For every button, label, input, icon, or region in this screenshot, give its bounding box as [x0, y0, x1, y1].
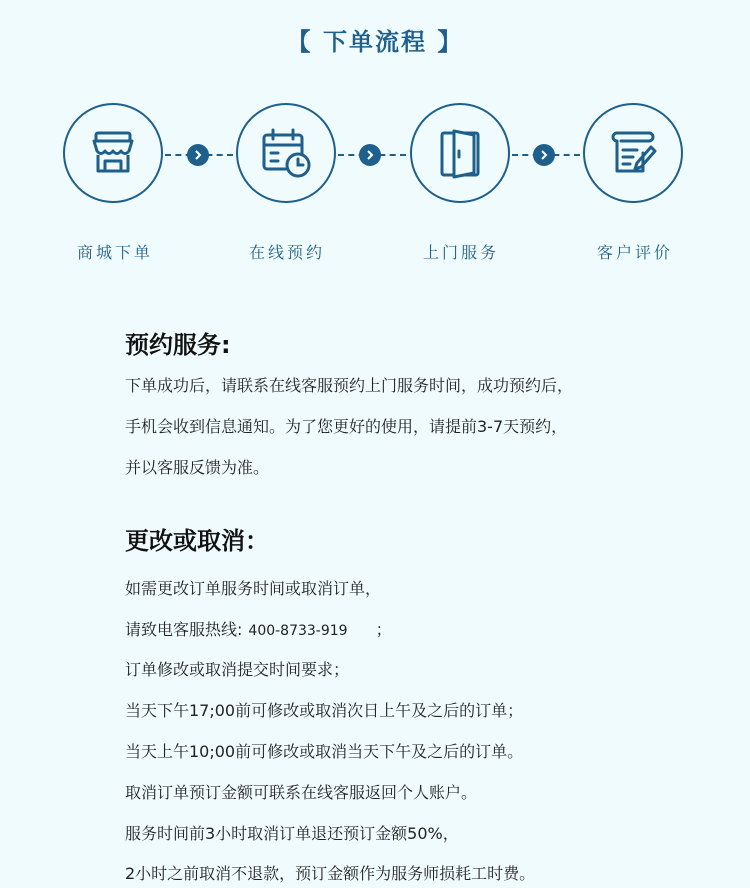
change-line-1: 如需更改订单服务时间或取消订单， [125, 579, 382, 598]
chevron-right-icon [533, 144, 555, 166]
step-booking [236, 103, 336, 203]
step-review [583, 103, 683, 203]
booking-line-2: 手机会收到信息通知。为了您更好的使用，请提前3-7天预约， [125, 417, 568, 436]
change-line-4: 当天下午17;00前可修改或取消次日上午及之后的订单； [125, 701, 524, 720]
change-line-3: 订单修改或取消提交时间要求； [125, 660, 350, 679]
shop-icon [83, 123, 143, 183]
hotline-number[interactable]: 400-8733-919 [248, 623, 348, 639]
change-line-6: 取消订单预订金额可联系在线客服返回个人账户。 [125, 783, 478, 802]
page-title: 【 下单流程 】 [286, 28, 464, 56]
step-label-review: 客户评价 [596, 243, 673, 262]
step-service [410, 103, 510, 203]
change-line-7: 服务时间前3小时取消订单退还预订金额50%， [125, 824, 459, 843]
hotline-line [125, 617, 392, 640]
booking-line-3: 并以客服反馈为准。 [125, 458, 270, 477]
change-line-8: 2小时之前取消不退款，预订金额作为服务师损耗工时费。 [125, 864, 536, 883]
step-shop [63, 103, 163, 203]
chevron-right-icon [187, 144, 209, 166]
chevron-right-icon [359, 144, 381, 166]
booking-title: 预约服务: [125, 331, 231, 359]
calendar-clock-icon [256, 123, 316, 183]
change-title: 更改或取消： [125, 527, 269, 555]
review-icon [603, 123, 663, 183]
door-icon [430, 123, 490, 183]
change-line-5: 当天上午10;00前可修改或取消当天下午及之后的订单。 [125, 742, 524, 761]
hotline-end: ； [375, 620, 392, 639]
step-label-service: 上门服务 [422, 243, 499, 262]
order-process [0, 0, 750, 280]
hotline-label: 请致电客服热线: [125, 620, 243, 639]
step-label-shop: 商城下单 [76, 243, 153, 262]
booking-line-1: 下单成功后，请联系在线客服预约上门服务时间，成功预约后， [125, 376, 574, 395]
step-label-booking: 在线预约 [248, 243, 325, 262]
